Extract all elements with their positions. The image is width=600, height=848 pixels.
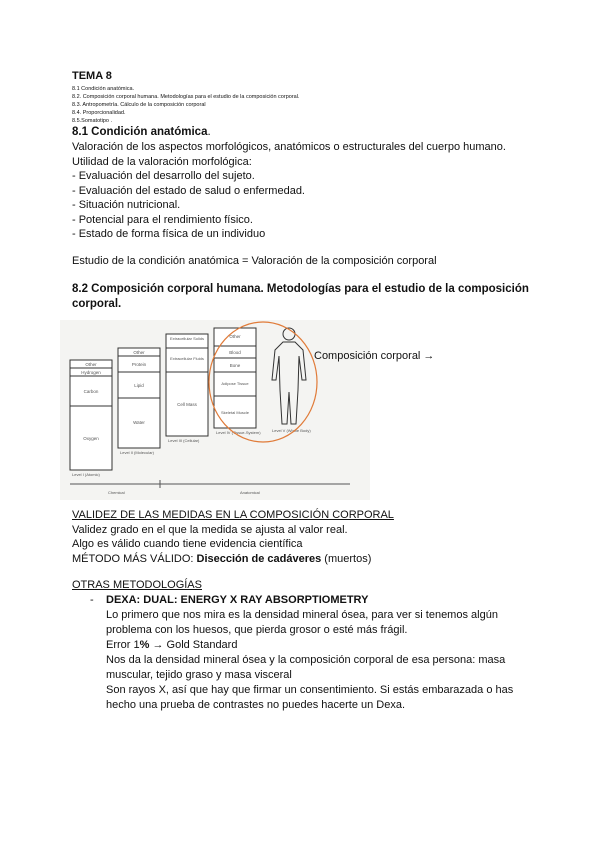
most-valid-method: Disección de cadáveres <box>196 552 322 565</box>
dexa-line: problema con los huesos, que pierda grosor o esté más frágil. <box>106 623 408 636</box>
level-2-other: Other <box>133 350 145 355</box>
level-3-label: Level III (Cellular) <box>168 438 200 443</box>
dexa-title: DEXA: DUAL: ENERGY X RAY ABSORPTIOMETRY <box>106 593 369 606</box>
level-1-oxygen: Oxygen <box>83 436 99 441</box>
level-1-hydrogen: Hydrogen <box>81 370 101 375</box>
paragraph-line: Valoración de los aspectos morfológicos, anatómicos o estructurales del cuerpo humano. <box>72 141 506 153</box>
validity-line: Validez grado en el que la medida se ajusta al valor real. <box>72 523 348 536</box>
document-page <box>72 70 542 713</box>
level-4-bone: Bone <box>229 363 241 368</box>
level-3-cell-mass: Cell Mass <box>177 402 197 407</box>
error-suffix: → Gold Standard <box>149 638 238 651</box>
error-percent: % <box>139 638 150 651</box>
body-composition-levels-figure <box>60 320 370 500</box>
dexa-bullet <box>72 593 542 608</box>
list-item: - Estado de forma física de un individuo <box>72 228 266 240</box>
level-5-label: Level V (Whole Body) <box>272 428 311 433</box>
section-1-heading-suffix: . <box>207 126 211 138</box>
level-2-water: Water <box>133 420 145 425</box>
list-item: - Evaluación del estado de salud o enfermedad. <box>72 184 305 197</box>
other-methods-heading: OTRAS METODOLOGÍAS <box>72 579 202 591</box>
toc-item: 8.1 Condición anatómica. <box>72 86 135 92</box>
dexa-line: hecho una prueba de contrastes no puedes hacerte un Dexa. <box>106 698 406 711</box>
body-composition-figure-row <box>72 320 542 508</box>
level-4-label: Level IV (Tissue-System) <box>216 430 261 435</box>
level-4-skeletal-muscle: Skeletal Muscle <box>220 410 250 415</box>
level-2-protein: Protein <box>131 362 147 367</box>
equation-line: Estudio de la condición anatómica = Valoración de la composición corporal <box>72 254 437 267</box>
most-valid-suffix: (muertos) <box>321 552 372 565</box>
level-1-other: Other <box>85 362 97 367</box>
level-1-label: Level I (Atomic) <box>72 472 100 477</box>
document-title: TEMA 8 <box>72 70 112 82</box>
axis-anatomical-label: Anatomical <box>240 490 260 495</box>
list-item: - Situación nutricional. <box>72 199 181 211</box>
level-3-extracellular-solids: Extracellular Solids <box>169 336 205 341</box>
axis-chemical-label: Chemical <box>108 490 125 495</box>
toc-item: 8.2. Composición corporal humana. Metodologías para el estudio de la composición corporal. <box>72 94 300 100</box>
bullet-mark: - <box>90 593 94 606</box>
level-3-column <box>166 334 208 443</box>
validity-heading: VALIDEZ DE LAS MEDIDAS EN LA COMPOSICIÓN CORPORAL <box>72 509 394 521</box>
most-valid-prefix: MÉTODO MÁS VÁLIDO: <box>72 552 197 565</box>
list-item: - Evaluación del desarrollo del sujeto. <box>72 170 255 182</box>
level-2-label: Level II (Molecular) <box>120 450 155 455</box>
error-line <box>72 638 542 653</box>
error-prefix: Error 1 <box>106 638 140 651</box>
level-4-other: Other <box>229 334 241 339</box>
most-valid-method-line <box>72 552 542 567</box>
section-1-heading <box>72 125 542 140</box>
section-2-heading: 8.2 Composición corporal humana. Metodologías para el estudio de la composición corporal. <box>72 283 529 310</box>
dexa-line: Nos da la densidad mineral ósea y la composición corporal de esa persona: masa <box>106 653 506 666</box>
figure-caption: Composición corporal → <box>314 350 435 362</box>
level-2-column <box>118 348 160 455</box>
level-4-adipose: Adipose Tissue <box>221 381 249 386</box>
list-item: - Potencial para el rendimiento físico. <box>72 213 253 226</box>
level-4-blood: Blood <box>229 350 241 355</box>
paragraph-line: Utilidad de la valoración morfológica: <box>72 155 252 168</box>
level-1-column <box>70 360 112 477</box>
dexa-line: Lo primero que nos mira es la densidad mineral ósea, para ver si tenemos algún <box>106 608 498 621</box>
toc-item: 8.3. Antropometría. Cálculo de la composición corporal <box>72 102 206 108</box>
section-1-heading-text: 8.1 Condición anatómica <box>72 126 208 138</box>
level-3-extracellular-fluids: Extracellular Fluids <box>170 356 204 361</box>
toc-item: 8.4. Proporcionalidad. <box>72 110 126 116</box>
toc-item: 8.5.Somatotipo . <box>72 118 113 124</box>
table-of-contents <box>72 85 542 125</box>
level-1-carbon: Carbon <box>83 389 99 394</box>
dexa-line: muscular, tejido graso y masa visceral <box>106 668 292 681</box>
level-2-lipid: Lipid <box>134 383 144 388</box>
dexa-line: Son rayos X, así que hay que firmar un consentimiento. Si estás embarazada o has <box>106 683 514 696</box>
validity-line: Algo es válido cuando tiene evidencia científica <box>72 538 303 550</box>
